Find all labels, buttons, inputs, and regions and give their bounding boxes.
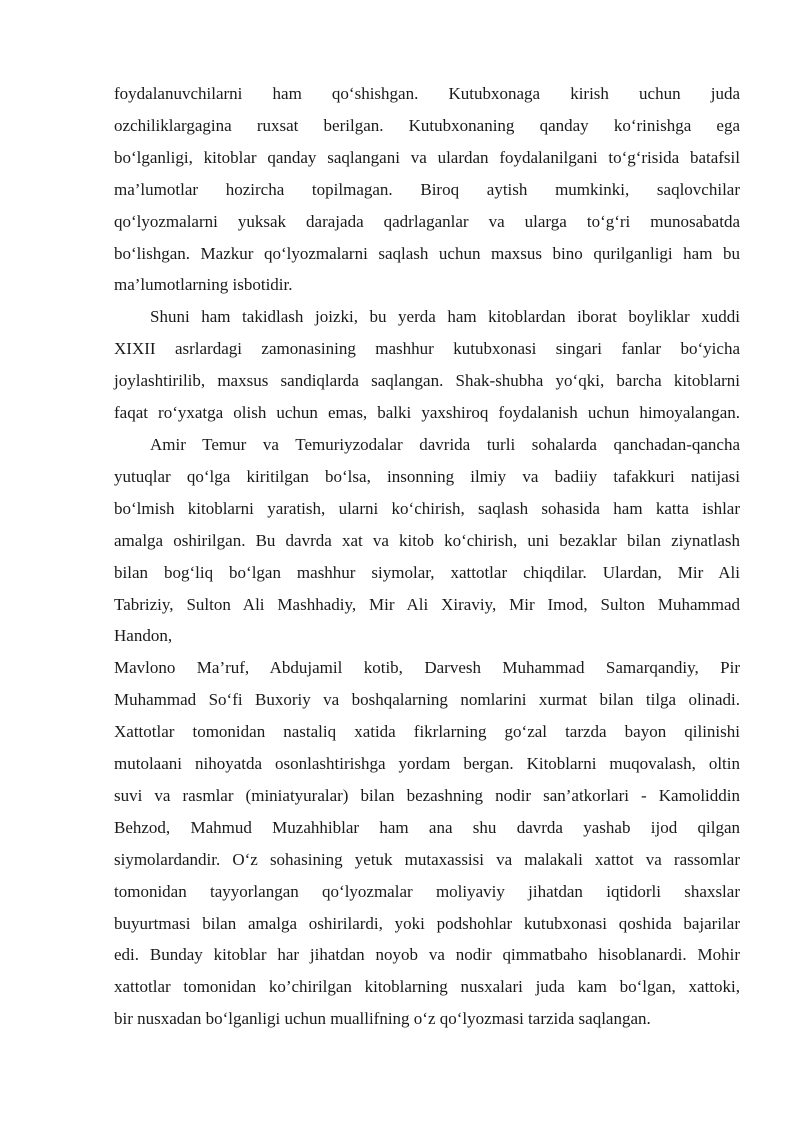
text-line: bo‘lishgan. Mazkur qo‘lyozmalarni saqlash uchun maxsus bino qurilganligi ham bu [114,243,740,263]
text-line: qo‘lyozmalarni yuksak darajada qadrlaganlar va ularga to‘g‘ri munosabatda [114,211,740,231]
text-line: joylashtirilib, maxsus sandiqlarda saqlangan. Shak-shubha yo‘qki, barcha kitoblarni [114,371,740,391]
text-line: mutolaani nihoyatda osonlashtirishga yordam bergan. Kitoblarni muqovalash, oltin [114,754,740,774]
text-line: yutuqlar qo‘lga kiritilgan bo‘lsa, insonning ilmiy va badiiy tafakkuri natijasi [114,466,740,486]
text-line: bir nusxadan bo‘lganligi uchun muallifning o‘z qo‘lyozmasi tarzida saqlangan. [114,1009,651,1029]
text-line: Amir Temur va Temuriyzodalar davrida turli sohalarda qanchadan-qancha [150,434,740,454]
text-line: foydalanuvchilarni ham qo‘shishgan. Kutubxonaga kirish uchun juda [114,84,740,103]
text-line: xattotlar tomonidan ko’chirilgan kitoblarning nusxalari juda kam bo‘lgan, xattoki, [114,977,740,997]
text-line: Mavlono Ma’ruf, Abdujamil kotib, Darvesh Muhammad Samarqandiy, Pir [114,658,740,678]
text-line: siymolardandir. O‘z sohasining yetuk mutaxassisi va malakali xattot va rassomlar [114,849,740,869]
text-line: faqat ro‘yxatga olish uchun emas, balki yaxshiroq foydalanish uchun himoyalangan. [114,403,740,423]
text-line: ma’lumotlar hozircha topilmagan. Biroq aytish mumkinki, saqlovchilar [114,179,740,199]
text-line: edi. Bunday kitoblar har jihatdan noyob va nodir qimmatbaho hisoblanardi. Mohir [114,945,740,965]
text-line: Behzod, Mahmud Muzahhiblar ham ana shu davrda yashab ijod qilgan [114,817,740,837]
text-line: XIXII asrlardagi zamonasining mashhur kutubxonasi singari fanlar bo‘yicha [114,339,740,359]
text-line: ma’lumotlarning isbotidir. [114,275,293,295]
text-line: Xattotlar tomonidan nastaliq xatida fikrlarning go‘zal tarzda bayon qilinishi [114,722,740,742]
paragraph-1 [114,78,740,301]
text-line: Tabriziy, Sulton Ali Mashhadiy, Mir Ali Xiraviy, Mir Imod, Sulton Muhammad [114,594,740,614]
text-line: bo‘lmish kitoblarni yaratish, ularni ko‘chirish, saqlash sohasida ham katta ishlar [114,498,740,518]
paragraph-2 [114,301,740,429]
paragraph-4 [114,652,740,1035]
text-line: tomonidan tayyorlangan qo‘lyozmalar moliyaviy jihatdan iqtidorli shaxslar [114,881,740,901]
paragraph-3 [114,429,740,652]
text-line: bilan bog‘liq bo‘lgan mashhur siymolar, xattotlar chiqdilar. Ulardan, Mir Ali [114,562,740,582]
text-line: buyurtmasi bilan amalga oshirilardi, yoki podshohlar kutubxonasi qoshida bajarilar [114,913,740,933]
document-page [114,78,740,1035]
text-line: Handon, [114,626,173,646]
text-line: bo‘lganligi, kitoblar qanday saqlangani va ulardan foydalanilgani to‘g‘risida batafsil [114,147,740,167]
text-line: amalga oshirilgan. Bu davrda xat va kitob ko‘chirish, uni bezaklar bilan ziynatlash [114,530,740,550]
text-line: suvi va rasmlar (miniatyuralar) bilan bezashning nodir san’atkorlari - Kamoliddin [114,785,740,805]
text-line: Shuni ham takidlash joizki, bu yerda ham kitoblardan iborat boyliklar xuddi [150,307,740,327]
text-line: ozchiliklargagina ruxsat berilgan. Kutubxonaning qanday ko‘rinishga ega [114,115,740,135]
text-line: Muhammad So‘fi Buxoriy va boshqalarning nomlarini xurmat bilan tilga olinadi. [114,690,740,710]
